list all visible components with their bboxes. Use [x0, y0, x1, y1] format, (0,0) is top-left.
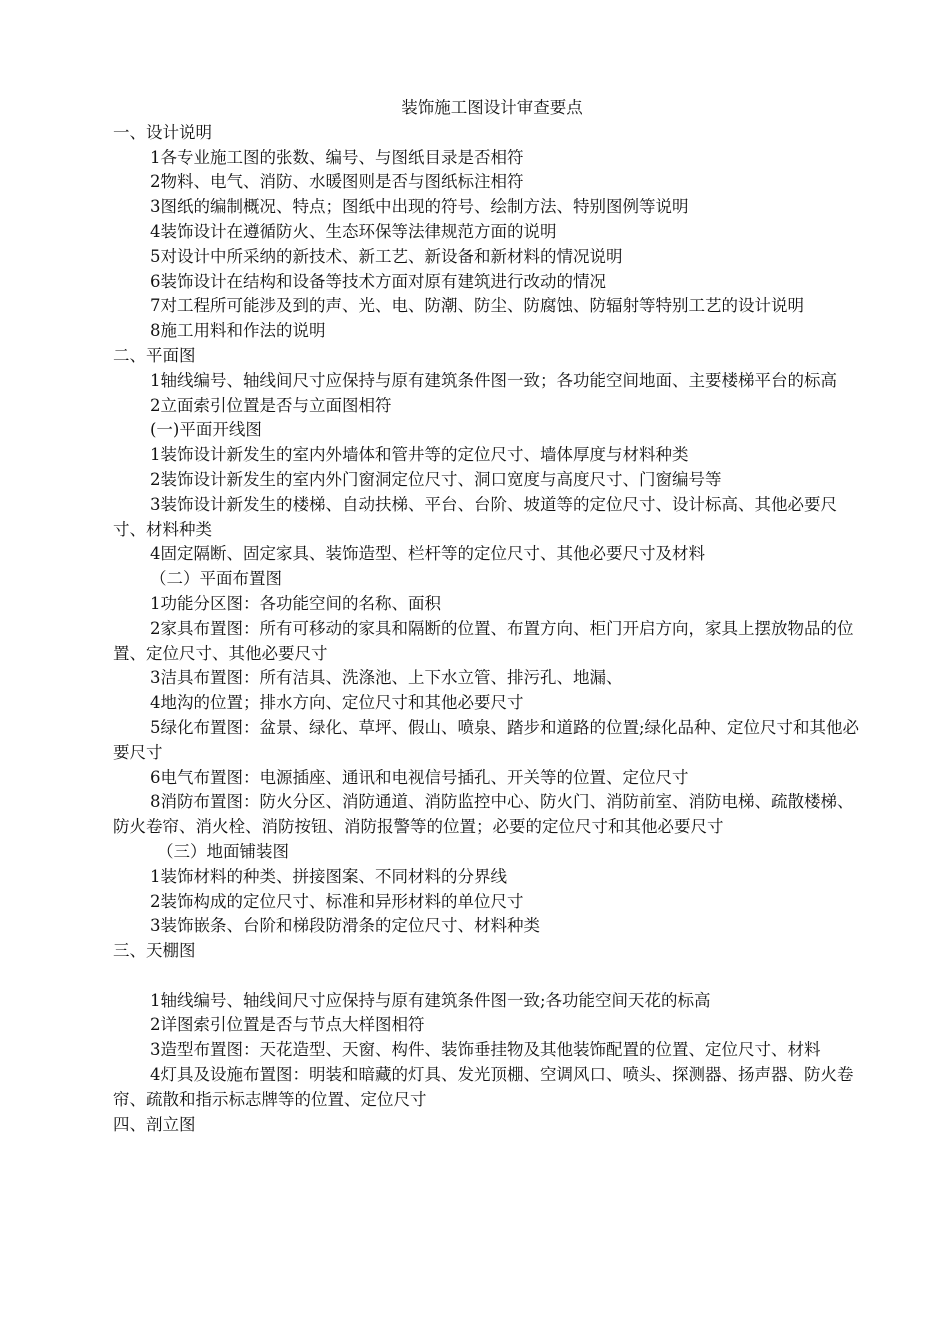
section-heading: 三、天棚图	[113, 941, 196, 961]
list-item: 1功能分区图：各功能空间的名称、面积	[150, 593, 441, 613]
subsection-heading: (一)平面开线图	[150, 420, 262, 440]
list-item: 1装饰设计新发生的室内外墙体和管井等的定位尺寸、墙体厚度与材料种类	[150, 445, 689, 465]
section-heading: 四、剖立图	[113, 1114, 196, 1134]
list-item: 1轴线编号、轴线间尺寸应保持与原有建筑条件图一致；各功能空间地面、主要楼梯平台的标高	[150, 370, 837, 390]
list-item: 4地沟的位置；排水方向、定位尺寸和其他必要尺寸	[150, 693, 524, 713]
list-item: 4装饰设计在遵循防火、生态环保等法律规范方面的说明	[150, 221, 557, 241]
list-item: 1轴线编号、轴线间尺寸应保持与原有建筑条件图一致;各功能空间天花的标高	[150, 990, 711, 1010]
document-title: 装饰施工图设计审查要点	[401, 98, 583, 117]
section-heading: 一、设计说明	[113, 122, 212, 142]
list-item: 3洁具布置图：所有洁具、洗涤池、上下水立管、排污孔、地漏、	[150, 668, 623, 688]
list-item: 2装饰构成的定位尺寸、标准和异形材料的单位尺寸	[150, 891, 524, 911]
list-item: 5绿化布置图：盆景、绿化、草坪、假山、喷泉、踏步和道路的位置;绿化品种、定位尺寸和其他必要尺寸	[113, 717, 860, 762]
list-item: 2装饰设计新发生的室内外门窗洞定位尺寸、洞口宽度与高度尺寸、门窗编号等	[150, 469, 722, 489]
subsection-heading: （三）地面铺装图	[157, 841, 289, 861]
list-item: 2立面索引位置是否与立面图相符	[150, 395, 392, 415]
list-item: 3造型布置图：天花造型、天窗、构件、装饰垂挂物及其他装饰配置的位置、定位尺寸、材料	[150, 1040, 821, 1060]
list-item: 2物料、电气、消防、水暖图则是否与图纸标注相符	[150, 172, 524, 192]
list-item: 4灯具及设施布置图：明装和暗藏的灯具、发光顶棚、空调风口、喷头、探测器、扬声器、防火卷帘、疏散和指示标志牌等的位置、定位尺寸	[113, 1065, 854, 1109]
list-item: 1各专业施工图的张数、编号、与图纸目录是否相符	[150, 147, 524, 167]
list-item: 6电气布置图：电源插座、通讯和电视信号插孔、开关等的位置、定位尺寸	[150, 767, 689, 787]
list-item: 7对工程所可能涉及到的声、光、电、防潮、防尘、防腐蚀、防辐射等特别工艺的设计说明	[150, 296, 804, 316]
list-item: 6装饰设计在结构和设备等技术方面对原有建筑进行改动的情况	[150, 271, 606, 291]
list-item: 5对设计中所采纳的新技术、新工艺、新设备和新材料的情况说明	[150, 246, 623, 266]
blank-line	[113, 964, 861, 989]
list-item: 8消防布置图：防火分区、消防通道、消防监控中心、防火门、消防前室、消防电梯、疏散楼梯、防火卷帘、消火栓、消防按钮、消防报警等的位置；必要的定位尺寸和其他必要尺寸	[113, 792, 854, 837]
section-heading: 二、平面图	[113, 345, 196, 365]
subsection-heading: （二）平面布置图	[150, 569, 282, 589]
list-item: 3装饰嵌条、台阶和梯段防滑条的定位尺寸、材料种类	[150, 916, 540, 936]
list-item: 2详图索引位置是否与节点大样图相符	[150, 1015, 425, 1035]
list-item: 8施工用料和作法的说明	[150, 321, 326, 341]
list-item: 1装饰材料的种类、拼接图案、不同材料的分界线	[150, 866, 507, 886]
list-item: 2家具布置图：所有可移动的家具和隔断的位置、布置方向、柜门开启方向，家具上摆放物品的位置、定位尺寸、其他必要尺寸	[113, 618, 854, 663]
list-item: 3装饰设计新发生的楼梯、自动扶梯、平台、台阶、坡道等的定位尺寸、设计标高、其他必要尺寸、材料种类	[113, 494, 837, 539]
list-item: 4固定隔断、固定家具、装饰造型、栏杆等的定位尺寸、其他必要尺寸及材料	[150, 544, 705, 564]
document-page	[113, 96, 861, 1137]
list-item: 3图纸的编制概况、特点；图纸中出现的符号、绘制方法、特别图例等说明	[150, 197, 689, 217]
